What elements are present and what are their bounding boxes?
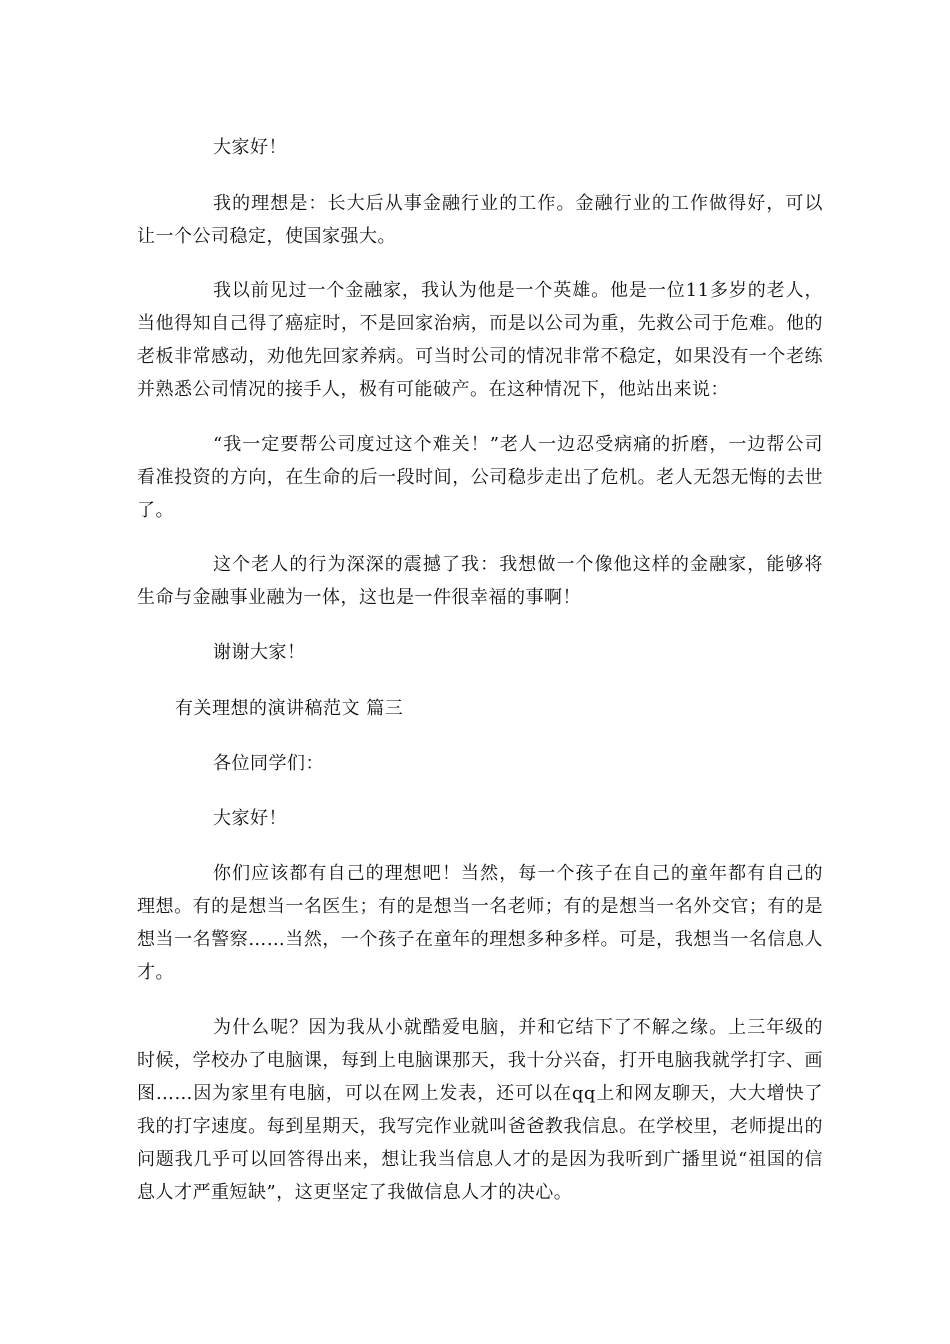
paragraph-financier-story: 我以前见过一个金融家，我认为他是一个英雄。他是一位11多岁的老人，当他得知自己得了癌症时，不是回家治病，而是以公司为重，先救公司于危难。他的老板非常感动，劝他先回家养病。可当时公司的情况非常不稳定，如果没有一个老练并熟悉公司情况的接手人，极有可能破产。在这种情况下，他站出来说： — [137, 280, 823, 400]
paragraph-old-man-quote: “我一定要帮公司度过这个难关！”老人一边忍受病痛的折磨，一边帮公司看准投资的方向，在生命的后一段时间，公司稳步走出了危机。老人无怨无悔的去世了。 — [137, 434, 823, 521]
paragraph-greeting-2: 大家好！ — [213, 808, 287, 829]
paragraph-ideal: 我的理想是：长大后从事金融行业的工作。金融行业的工作做得好，可以让一个公司稳定，使国家强大。 — [137, 193, 823, 247]
paragraph-salutation: 各位同学们： — [213, 753, 324, 774]
section-heading: 有关理想的演讲稿范文 篇三 — [175, 698, 404, 719]
paragraph-greeting: 大家好！ — [213, 137, 287, 158]
paragraph-computer-story: 为什么呢？因为我从小就酷爱电脑，并和它结下了不解之缘。上三年级的时候，学校办了电脑课，每到上电脑课那天，我十分兴奋，打开电脑我就学打字、画图……因为家里有电脑，可以在网上发表，还可以在qq上和网友聊天，大大增快了我的打字速度。每到星期天，我写完作业就叫爸爸教我信息。在学校里，老师提出的问题我几乎可以回答得出来，想让我当信息人才的是因为我听到广播里说“祖国的信息人才严重短缺”，这更坚定了我做信息人才的决心。 — [137, 1017, 823, 1203]
paragraph-thanks: 谢谢大家！ — [213, 642, 306, 663]
paragraph-inspiration: 这个老人的行为深深的震撼了我：我想做一个像他这样的金融家，能够将生命与金融事业融为一体，这也是一件很幸福的事啊！ — [137, 554, 823, 608]
paragraph-childhood-ideals: 你们应该都有自己的理想吧！当然，每一个孩子在自己的童年都有自己的理想。有的是想当一名医生；有的是想当一名老师；有的是想当一名外交官；有的是想当一名警察……当然，一个孩子在童年的理想多种多样。可是，我想当一名信息人才。 — [137, 863, 823, 983]
